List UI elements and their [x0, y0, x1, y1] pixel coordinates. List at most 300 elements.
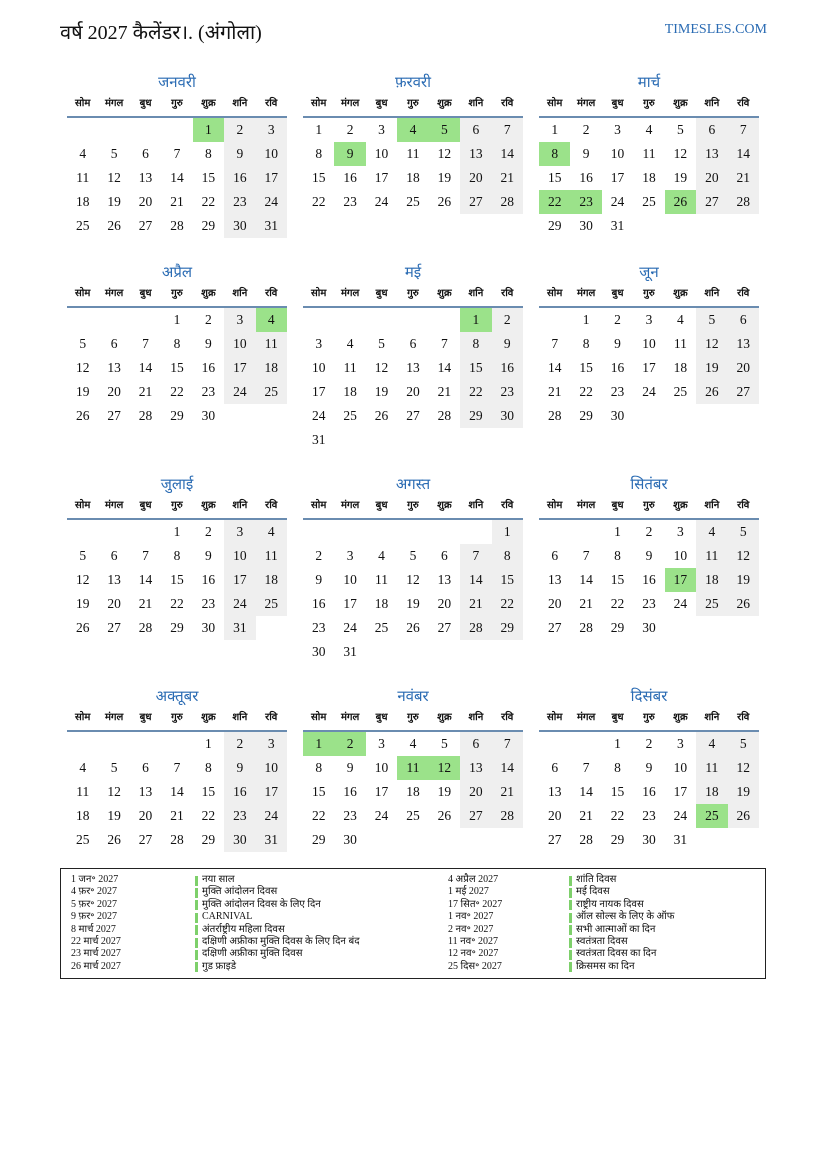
empty-cell	[570, 732, 601, 756]
day-cell: 30	[311, 644, 326, 659]
day-cell: 1	[315, 122, 323, 137]
empty-cell	[366, 308, 397, 332]
weekday-label: सोम	[547, 288, 563, 299]
day-cell: 30	[642, 620, 656, 635]
day-cell: 21	[579, 596, 593, 611]
weekday-header	[539, 496, 759, 520]
day-cell: 24	[374, 808, 389, 823]
day-cell: 12	[374, 360, 389, 375]
day-cell: 18	[406, 784, 420, 799]
weekday-label: शुक्र	[437, 500, 452, 511]
day-cell: 9	[614, 336, 621, 351]
day-cell: 10	[256, 756, 287, 780]
day-cell: 21	[437, 384, 452, 399]
day-cell: 31	[343, 644, 357, 659]
weekday-label: शुक्र	[201, 500, 216, 511]
day-cell: 10	[256, 142, 287, 166]
day-cell: 19	[374, 384, 389, 399]
day-cell: 25	[343, 408, 357, 423]
day-cell: 5	[677, 122, 684, 137]
weekday-label: सोम	[75, 712, 91, 723]
day-cell: 11	[673, 336, 687, 351]
weekday-label: गुरु	[407, 500, 419, 511]
weekday-label: शुक्र	[201, 288, 216, 299]
day-cell: 21	[138, 596, 153, 611]
month-name: अप्रैल	[161, 265, 193, 281]
empty-cell	[98, 118, 129, 142]
weekday-label: शनि	[704, 288, 720, 299]
holiday-name: दक्षिणी अफ्रीका मुक्ति दिवस	[202, 948, 303, 960]
holiday-date: 4 अप्रैल 2027	[448, 874, 499, 885]
day-cell: 28	[170, 218, 184, 233]
holiday-date: 17 सित॰ 2027	[448, 898, 503, 910]
weekday-label: सोम	[75, 500, 91, 511]
weekday-label: रवि	[501, 500, 514, 511]
holiday-marker	[569, 900, 572, 910]
day-cell: 8	[315, 760, 323, 775]
day-cell: 26	[437, 194, 452, 209]
day-cell: 19	[406, 596, 420, 611]
day-cell: 27	[138, 218, 153, 233]
day-cell: 15	[610, 572, 625, 587]
empty-cell	[130, 118, 161, 142]
day-cell: 1	[614, 736, 621, 751]
day-cell: 23	[642, 596, 656, 611]
day-cell: 5	[441, 736, 448, 751]
day-cell: 27	[547, 832, 562, 847]
day-cell: 24	[256, 804, 287, 828]
weekday-label: सोम	[75, 98, 91, 109]
weekday-label: गुरु	[643, 98, 655, 109]
day-cell: 12	[673, 146, 688, 161]
day-grid	[539, 118, 759, 238]
weekday-label: सोम	[311, 500, 327, 511]
day-cell: 10	[642, 336, 656, 351]
day-cell: 3	[256, 732, 287, 756]
weekday-label: बुध	[139, 712, 152, 723]
empty-cell	[429, 428, 460, 452]
day-cell: 18	[406, 170, 420, 185]
day-cell: 14	[579, 784, 593, 799]
empty-cell	[67, 520, 98, 544]
day-cell: 18	[673, 360, 688, 375]
day-cell: 13	[547, 784, 562, 799]
day-cell: 24	[374, 194, 389, 209]
day-cell: 12	[437, 146, 452, 161]
day-cell: 13	[138, 784, 153, 799]
holiday-marker	[569, 876, 572, 886]
day-cell: 30	[610, 408, 625, 423]
day-cell: 5	[696, 308, 727, 332]
day-cell: 7	[142, 548, 149, 563]
day-grid	[539, 520, 759, 640]
day-cell: 13	[437, 572, 452, 587]
day-cell: 28	[547, 408, 562, 423]
empty-cell	[429, 308, 460, 332]
day-cell: 3	[224, 308, 255, 332]
day-cell: 10	[343, 572, 357, 587]
holiday-name: नया साल	[202, 874, 235, 885]
empty-cell	[397, 640, 428, 664]
month-name: सितंबर	[630, 477, 668, 493]
day-cell: 20	[547, 808, 562, 823]
weekday-label: सोम	[311, 712, 327, 723]
holiday-name: दक्षिणी अफ्रीका मुक्ति दिवस के लिए दिन बंद	[202, 936, 360, 947]
day-cell: 20	[138, 194, 153, 209]
day-cell: 11	[397, 756, 428, 780]
day-cell: 18	[343, 384, 357, 399]
holiday-date: 2 नव॰ 2027	[448, 923, 494, 935]
day-cell: 13	[460, 756, 491, 780]
weekday-label: मंगल	[104, 500, 124, 511]
day-cell: 12	[75, 572, 90, 587]
day-cell: 25	[256, 592, 287, 616]
empty-cell	[366, 520, 397, 544]
day-cell: 18	[256, 568, 287, 592]
day-cell: 28	[579, 620, 593, 635]
day-cell: 13	[406, 360, 420, 375]
weekday-label: बुध	[611, 288, 624, 299]
weekday-label: रवि	[737, 712, 750, 723]
holiday-date: 1 मई 2027	[448, 886, 489, 898]
day-cell: 6	[142, 760, 149, 775]
day-cell: 14	[170, 170, 184, 185]
weekday-label: मंगल	[340, 288, 360, 299]
day-cell: 7	[173, 146, 181, 161]
day-cell: 4	[79, 146, 87, 161]
day-cell: 10	[224, 332, 255, 356]
day-cell: 7	[582, 548, 590, 563]
day-grid	[303, 732, 523, 852]
day-cell: 2	[645, 524, 653, 539]
day-cell: 31	[610, 218, 625, 233]
day-cell: 11	[696, 544, 727, 568]
day-cell: 25	[406, 194, 420, 209]
day-cell: 7	[142, 336, 149, 351]
day-cell: 30	[201, 620, 216, 635]
day-cell: 4	[346, 336, 354, 351]
day-cell: 15	[311, 784, 326, 799]
day-cell: 23	[492, 380, 523, 404]
day-cell: 11	[406, 146, 420, 161]
weekday-label: बुध	[139, 288, 152, 299]
day-cell: 6	[110, 548, 118, 563]
day-cell: 9	[645, 548, 653, 563]
day-cell: 17	[311, 384, 326, 399]
day-cell: 9	[205, 548, 212, 563]
empty-cell	[67, 308, 98, 332]
day-cell: 1	[205, 736, 212, 751]
day-grid	[67, 118, 287, 238]
day-cell: 10	[673, 548, 688, 563]
day-cell: 26	[406, 620, 420, 635]
day-cell: 16	[492, 356, 523, 380]
day-cell: 15	[170, 572, 184, 587]
weekday-label: मंगल	[576, 98, 596, 109]
day-cell: 3	[315, 336, 323, 351]
day-cell: 26	[728, 804, 759, 828]
holiday-marker	[195, 888, 198, 898]
month-block	[303, 474, 523, 664]
weekday-label: सोम	[547, 500, 563, 511]
day-cell: 17	[256, 780, 287, 804]
day-cell: 29	[610, 620, 625, 635]
day-cell: 19	[75, 596, 90, 611]
day-cell: 1	[582, 312, 590, 327]
day-cell: 22	[201, 194, 216, 209]
day-cell: 11	[256, 332, 287, 356]
day-cell: 11	[256, 544, 287, 568]
day-cell: 20	[138, 808, 153, 823]
holiday-name: शांति दिवस	[576, 874, 617, 885]
holiday-name: ऑल सोल्स के लिए के ऑफ	[576, 911, 675, 923]
day-cell: 29	[170, 620, 184, 635]
day-cell: 5	[429, 118, 460, 142]
day-cell: 18	[696, 780, 727, 804]
day-cell: 8	[205, 760, 212, 775]
weekday-label: शनि	[468, 712, 484, 723]
day-cell: 19	[696, 356, 727, 380]
day-cell: 23	[610, 384, 625, 399]
day-cell: 13	[460, 142, 491, 166]
day-cell: 15	[492, 568, 523, 592]
month-name: मार्च	[637, 75, 661, 91]
weekday-header	[303, 708, 523, 732]
day-cell: 12	[728, 756, 759, 780]
weekday-label: बुध	[139, 98, 152, 109]
day-cell: 11	[76, 170, 90, 185]
day-cell: 9	[224, 142, 255, 166]
empty-cell	[397, 428, 428, 452]
day-grid	[303, 118, 523, 214]
day-cell: 30	[579, 218, 593, 233]
holiday-name: क्रिसमस का दिन	[576, 960, 635, 972]
empty-cell	[696, 404, 727, 428]
empty-cell	[98, 732, 129, 756]
day-cell: 16	[610, 360, 625, 375]
holiday-marker	[195, 962, 198, 972]
holiday-marker	[569, 950, 572, 960]
day-cell: 12	[406, 572, 420, 587]
day-cell: 24	[673, 596, 688, 611]
weekday-label: रवि	[501, 288, 514, 299]
weekday-label: गुरु	[407, 712, 419, 723]
day-cell: 19	[107, 194, 121, 209]
day-cell: 3	[256, 118, 287, 142]
weekday-label: रवि	[265, 288, 278, 299]
day-cell: 6	[728, 308, 759, 332]
empty-cell	[539, 308, 570, 332]
day-cell: 15	[201, 784, 216, 799]
day-cell: 12	[75, 360, 90, 375]
day-cell: 17	[665, 568, 696, 592]
empty-cell	[492, 828, 523, 852]
holiday-date: 1 नव॰ 2027	[448, 911, 494, 923]
weekday-label: बुध	[611, 712, 624, 723]
day-cell: 22	[539, 190, 570, 214]
day-cell: 1	[193, 118, 224, 142]
empty-cell	[633, 404, 664, 428]
day-cell: 1	[173, 312, 181, 327]
weekday-label: सोम	[547, 712, 563, 723]
day-cell: 20	[696, 166, 727, 190]
day-cell: 21	[170, 808, 184, 823]
day-cell: 7	[582, 760, 590, 775]
day-cell: 6	[696, 118, 727, 142]
weekday-label: गुरु	[643, 500, 655, 511]
weekday-label: शनि	[232, 98, 248, 109]
day-cell: 28	[492, 190, 523, 214]
day-cell: 9	[224, 756, 255, 780]
day-cell: 3	[378, 122, 385, 137]
day-cell: 23	[224, 190, 255, 214]
day-cell: 4	[696, 732, 727, 756]
day-cell: 24	[224, 380, 255, 404]
day-cell: 26	[696, 380, 727, 404]
weekday-label: रवि	[737, 288, 750, 299]
holiday-marker	[195, 900, 198, 910]
day-cell: 1	[173, 524, 181, 539]
weekday-label: बुध	[375, 712, 388, 723]
day-cell: 7	[460, 544, 491, 568]
day-cell: 16	[579, 170, 593, 185]
month-block	[303, 262, 523, 452]
weekday-header	[303, 496, 523, 520]
day-cell: 5	[79, 336, 87, 351]
day-cell: 14	[138, 360, 153, 375]
day-cell: 2	[614, 312, 621, 327]
empty-cell	[633, 214, 664, 238]
day-cell: 10	[374, 760, 389, 775]
holiday-name: स्वतंत्रता दिवस	[576, 936, 628, 947]
day-cell: 17	[343, 596, 357, 611]
empty-cell	[665, 616, 696, 640]
day-cell: 5	[110, 760, 118, 775]
day-cell: 17	[610, 170, 625, 185]
day-cell: 20	[728, 356, 759, 380]
day-cell: 29	[201, 832, 216, 847]
day-cell: 26	[107, 218, 121, 233]
day-grid	[539, 308, 759, 428]
weekday-label: शुक्र	[673, 288, 688, 299]
weekday-label: शनि	[232, 288, 248, 299]
weekday-label: गुरु	[643, 288, 655, 299]
day-cell: 12	[728, 544, 759, 568]
day-cell: 3	[677, 524, 684, 539]
day-cell: 9	[346, 760, 354, 775]
day-cell: 6	[409, 336, 417, 351]
month-block	[539, 474, 759, 640]
day-cell: 22	[492, 592, 523, 616]
month-name: अगस्त	[395, 477, 431, 493]
weekday-header	[303, 94, 523, 118]
day-cell: 16	[224, 780, 255, 804]
day-cell: 11	[343, 360, 357, 375]
day-cell: 15	[170, 360, 184, 375]
holiday-marker	[195, 876, 198, 886]
empty-cell	[67, 732, 98, 756]
weekday-label: मंगल	[576, 288, 596, 299]
day-cell: 15	[460, 356, 491, 380]
day-cell: 25	[673, 384, 688, 399]
day-cell: 16	[201, 360, 216, 375]
day-cell: 13	[547, 572, 562, 587]
empty-cell	[161, 732, 192, 756]
day-cell: 17	[374, 170, 389, 185]
day-cell: 26	[728, 592, 759, 616]
day-cell: 10	[673, 760, 688, 775]
day-cell: 13	[107, 360, 121, 375]
day-cell: 16	[343, 170, 357, 185]
holiday-date: 12 नव॰ 2027	[448, 948, 499, 960]
weekday-label: शुक्र	[673, 98, 688, 109]
month-name: दिसंबर	[630, 689, 668, 705]
empty-cell	[492, 428, 523, 452]
month-name: जुलाई	[160, 477, 194, 493]
holiday-marker	[195, 938, 198, 948]
day-cell: 25	[374, 620, 389, 635]
day-cell: 13	[138, 170, 153, 185]
empty-cell	[130, 732, 161, 756]
day-cell: 26	[107, 832, 121, 847]
empty-cell	[728, 828, 759, 852]
day-cell: 6	[142, 146, 149, 161]
day-cell: 19	[437, 170, 452, 185]
weekday-label: मंगल	[340, 98, 360, 109]
weekday-label: शनि	[704, 98, 720, 109]
day-cell: 22	[579, 384, 593, 399]
brand-link[interactable]: TIMESLES.COM	[664, 22, 767, 37]
day-cell: 8	[614, 548, 621, 563]
weekday-header	[539, 284, 759, 308]
day-cell: 23	[343, 194, 357, 209]
empty-cell	[256, 616, 287, 640]
day-cell: 30	[492, 404, 523, 428]
weekday-label: रवि	[501, 98, 514, 109]
day-cell: 1	[551, 122, 559, 137]
day-cell: 5	[728, 520, 759, 544]
weekday-label: रवि	[737, 500, 750, 511]
day-cell: 28	[437, 408, 452, 423]
empty-cell	[303, 520, 334, 544]
day-cell: 2	[205, 312, 212, 327]
day-cell: 5	[378, 336, 385, 351]
day-cell: 22	[170, 384, 184, 399]
weekday-label: रवि	[265, 500, 278, 511]
holiday-marker	[195, 925, 198, 935]
day-cell: 3	[677, 736, 684, 751]
day-cell: 5	[409, 548, 417, 563]
day-cell: 19	[437, 784, 452, 799]
day-cell: 8	[173, 336, 181, 351]
month-block	[539, 686, 759, 852]
day-cell: 4	[696, 520, 727, 544]
day-cell: 16	[201, 572, 216, 587]
weekday-label: गुरु	[171, 500, 183, 511]
holiday-marker	[195, 913, 198, 923]
holiday-date: 4 फ़र॰ 2027	[71, 886, 118, 898]
day-cell: 5	[79, 548, 87, 563]
day-cell: 4	[378, 548, 385, 563]
empty-cell	[539, 520, 570, 544]
holiday-marker	[569, 913, 572, 923]
day-cell: 17	[673, 784, 688, 799]
day-cell: 8	[173, 548, 181, 563]
day-cell: 25	[642, 194, 656, 209]
day-cell: 9	[315, 572, 323, 587]
holiday-marker	[569, 962, 572, 972]
day-cell: 28	[138, 620, 153, 635]
